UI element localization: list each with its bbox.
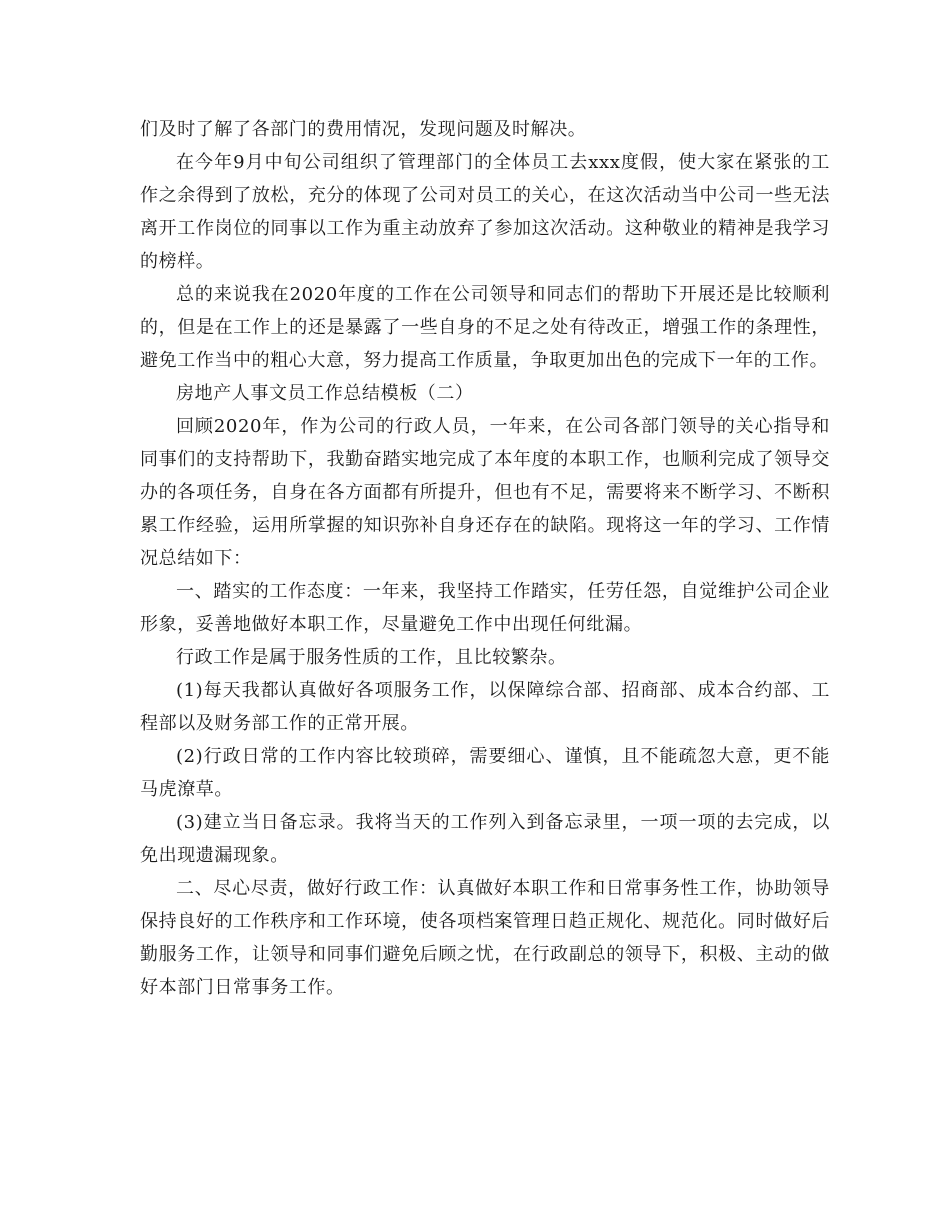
paragraph-admin-nature: 行政工作是属于服务性质的工作，且比较繁杂。 [176,647,567,668]
paragraph-vacation: 在今年9月中旬公司组织了管理部门的全体员工去xxx度假，使大家在紧张的工作之余得到了放松，充分的体现了公司对员工的关心，在这次活动当中公司一些无法离开工作岗位的同事以工作为重主动放弃了参加这次活动。这种敬业的精神是我学习的榜样。 [140,152,830,272]
paragraph-continued: 们及时了解了各部门的费用情况，发现问题及时解决。 [140,119,587,140]
paragraph-point-one: 一、踏实的工作态度：一年来，我坚持工作踏实，任劳任怨，自觉维护公司企业形象，妥善地做好本职工作，尽量避免工作中出现任何纰漏。 [140,581,830,635]
section-heading: 房地产人事文员工作总结模板（二） [176,383,474,404]
list-item-3: (3)建立当日备忘录。我将当天的工作列入到备忘录里，一项一项的去完成，以免出现遗漏现象。 [140,812,830,866]
list-item-2: (2)行政日常的工作内容比较琐碎，需要细心、谨慎，且不能疏忽大意，更不能马虎潦草。 [140,746,830,800]
document-body [140,113,830,1004]
paragraph-review: 回顾2020年，作为公司的行政人员，一年来，在公司各部门领导的关心指导和同事们的支持帮助下，我勤奋踏实地完成了本年度的本职工作，也顺利完成了领导交办的各项任务，自身在各方面都有所提升，但也有不足，需要将来不断学习、不断积累工作经验，运用所掌握的知识弥补自身还存在的缺陷。现将这一年的学习、工作情况总结如下： [140,416,830,569]
paragraph-summary: 总的来说我在2020年度的工作在公司领导和同志们的帮助下开展还是比较顺利的，但是在工作上的还是暴露了一些自身的不足之处有待改正，增强工作的条理性，避免工作当中的粗心大意，努力提高工作质量，争取更加出色的完成下一年的工作。 [140,284,830,371]
list-item-1: (1)每天我都认真做好各项服务工作，以保障综合部、招商部、成本合约部、工程部以及财务部工作的正常开展。 [140,680,830,734]
paragraph-point-two: 二、尽心尽责，做好行政工作：认真做好本职工作和日常事务性工作，协助领导保持良好的工作秩序和工作环境，使各项档案管理日趋正规化、规范化。同时做好后勤服务工作，让领导和同事们避免后顾之忧，在行政副总的领导下，积极、主动的做好本部门日常事务工作。 [140,878,830,998]
